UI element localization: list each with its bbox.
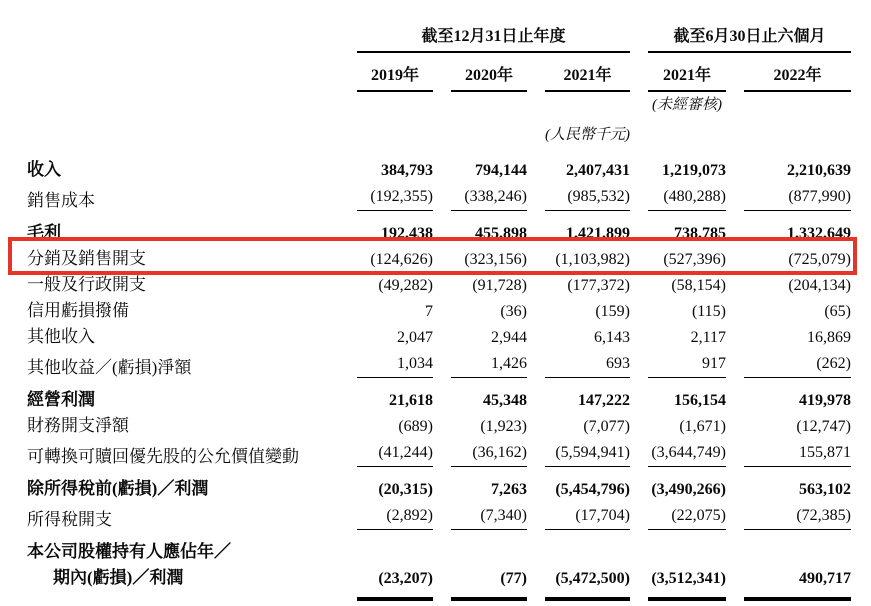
cell-value: (22,075) — [648, 499, 726, 530]
empty-cell — [648, 530, 726, 562]
row-label: 其他收益／(虧損)淨額 — [27, 358, 192, 377]
column-group-interim-label: 截至6月30日止六個月 — [648, 6, 851, 53]
cell-value: (7,077) — [583, 418, 630, 435]
cell-value: 192,438 — [381, 225, 433, 242]
row-label: 經營利潤 — [27, 390, 95, 409]
table-row — [27, 530, 851, 562]
table-row — [27, 347, 851, 378]
row-label: 銷售成本 — [27, 191, 95, 210]
row-label: 信用虧損撥備 — [27, 301, 129, 320]
cell-value: 563,102 — [799, 481, 851, 498]
empty-cell — [545, 530, 630, 562]
unaudited-note: (未經審核) — [652, 97, 722, 113]
row-label: 本公司股權持有人應佔年／ — [27, 542, 231, 561]
table-row — [27, 378, 851, 410]
empty-cell — [744, 114, 851, 144]
cell-value: (1,923) — [480, 418, 527, 435]
table-row — [27, 467, 851, 499]
cell-value: 155,871 — [744, 436, 851, 467]
empty-cell — [744, 530, 851, 562]
currency-unit-note: (人民幣千元) — [545, 127, 630, 143]
row-label: 所得稅開支 — [27, 510, 112, 529]
cell-value: (192,355) — [357, 180, 433, 211]
cell-value: 6,143 — [594, 329, 630, 346]
cell-value: (338,246) — [451, 180, 527, 211]
unaudited-note-row — [27, 92, 851, 114]
cell-value: (20,315) — [378, 481, 433, 498]
cell-value: 384,793 — [381, 162, 433, 179]
year-header-2022-interim: 2022年 — [744, 53, 851, 92]
cell-value: (36) — [500, 303, 527, 320]
table-row — [27, 269, 851, 295]
double-rule — [648, 597, 726, 606]
cell-value: (1,671) — [679, 418, 726, 435]
year-header-2020: 2020年 — [451, 53, 527, 92]
row-label: 除所得稅前(虧損)／利潤 — [27, 479, 209, 498]
empty-cell — [451, 530, 527, 562]
cell-value: 2,210,639 — [787, 162, 851, 179]
cell-value: 7 — [425, 303, 433, 320]
cell-value: 2,047 — [397, 329, 433, 346]
double-rule — [744, 597, 851, 606]
year-header-2021: 2021年 — [545, 53, 630, 92]
empty-cell — [27, 597, 339, 606]
spacer-row — [27, 588, 851, 597]
cell-value: 1,219,073 — [662, 162, 726, 179]
empty-cell — [451, 114, 527, 144]
cell-value: 2,117 — [690, 329, 726, 346]
cell-value: (41,244) — [357, 436, 433, 467]
empty-cell — [744, 92, 851, 114]
cell-value: 738,785 — [674, 225, 726, 242]
income-statement-table — [9, 6, 869, 606]
cell-value: (877,990) — [744, 180, 851, 211]
table-row — [27, 243, 851, 269]
empty-cell — [27, 92, 339, 114]
cell-value: (36,162) — [451, 436, 527, 467]
cell-value: (2,892) — [357, 499, 433, 530]
empty-cell — [357, 530, 433, 562]
empty-cell — [27, 6, 339, 53]
cell-value: (77) — [500, 570, 527, 587]
column-group-annual-label: 截至12月31日止年度 — [357, 6, 630, 53]
cell-value: (689) — [398, 418, 433, 435]
row-label: 其他收入 — [27, 327, 95, 346]
table-row — [27, 436, 851, 467]
cell-value: (527,396) — [663, 251, 726, 268]
table-row — [27, 144, 851, 180]
cell-value: 45,348 — [483, 392, 527, 409]
cell-value: 794,144 — [475, 162, 527, 179]
cell-value: (5,594,941) — [545, 436, 630, 467]
cell-value: (3,512,341) — [651, 570, 726, 587]
empty-cell — [648, 114, 726, 144]
cell-value: 7,263 — [491, 481, 527, 498]
year-header-row — [27, 53, 851, 92]
cell-value: (58,154) — [671, 277, 726, 294]
row-label: 收入 — [27, 160, 61, 179]
cell-value: (323,156) — [464, 251, 527, 268]
table-body — [27, 144, 851, 606]
cell-value: 156,154 — [674, 392, 726, 409]
table-row — [27, 295, 851, 321]
table-row — [27, 499, 851, 530]
double-rule — [545, 597, 630, 606]
column-group-row — [27, 6, 851, 53]
cell-value: (12,747) — [796, 418, 851, 435]
cell-value: (480,288) — [648, 180, 726, 211]
empty-cell — [357, 114, 433, 144]
empty-cell — [27, 53, 339, 92]
cell-value: (3,490,266) — [651, 481, 726, 498]
cell-value: (17,704) — [545, 499, 630, 530]
cell-value: (7,340) — [451, 499, 527, 530]
cell-value: 917 — [648, 347, 726, 378]
cell-value: (91,728) — [472, 277, 527, 294]
year-header-2021-interim: 2021年 — [648, 53, 726, 92]
cell-value: 2,407,431 — [566, 162, 630, 179]
row-label: 毛利 — [27, 223, 61, 242]
cell-value: 1,034 — [357, 347, 433, 378]
double-rule — [451, 597, 527, 606]
cell-value: 1,421,899 — [566, 225, 630, 242]
row-label: 可轉換可贖回優先股的公允價值變動 — [27, 447, 299, 466]
table-row — [27, 211, 851, 243]
cell-value: 419,978 — [799, 392, 851, 409]
empty-cell — [357, 92, 433, 114]
cell-value: 455,898 — [475, 225, 527, 242]
empty-cell — [545, 92, 630, 114]
cell-value: (5,472,500) — [555, 570, 630, 587]
row-label: 財務開支淨額 — [27, 416, 129, 435]
cell-value: 16,869 — [807, 329, 851, 346]
cell-value: 1,332,649 — [787, 225, 851, 242]
cell-value: (124,626) — [370, 251, 433, 268]
table-row — [27, 562, 851, 588]
empty-cell — [451, 92, 527, 114]
currency-unit-row — [27, 114, 851, 144]
cell-value: 21,618 — [389, 392, 433, 409]
cell-value: 2,944 — [491, 329, 527, 346]
cell-value: 1,426 — [451, 347, 527, 378]
cell-value: 147,222 — [578, 392, 630, 409]
cell-value: (159) — [595, 303, 630, 320]
cell-value: 490,717 — [799, 570, 851, 587]
year-header-2019: 2019年 — [357, 53, 433, 92]
cell-value: (262) — [744, 347, 851, 378]
empty-cell — [27, 114, 339, 144]
cell-value: (985,532) — [545, 180, 630, 211]
row-label: 期內(虧損)／利潤 — [53, 568, 184, 587]
cell-value: (72,385) — [744, 499, 851, 530]
cell-value: (115) — [691, 303, 726, 320]
double-rule-row — [27, 597, 851, 606]
row-label: 一般及行政開支 — [27, 275, 146, 294]
cell-value: (1,103,982) — [555, 251, 630, 268]
cell-value: (177,372) — [567, 277, 630, 294]
cell-value: (23,207) — [378, 570, 433, 587]
cell-value: (725,079) — [788, 251, 851, 268]
cell-value: (49,282) — [378, 277, 433, 294]
double-rule — [357, 597, 433, 606]
cell-value: (204,134) — [788, 277, 851, 294]
table-row — [27, 180, 851, 211]
cell-value: (3,644,749) — [648, 436, 726, 467]
table-row — [27, 321, 851, 347]
cell-value: (5,454,796) — [555, 481, 630, 498]
row-label: 分銷及銷售開支 — [27, 249, 146, 268]
cell-value: 693 — [545, 347, 630, 378]
table-row — [27, 410, 851, 436]
cell-value: (65) — [824, 303, 851, 320]
